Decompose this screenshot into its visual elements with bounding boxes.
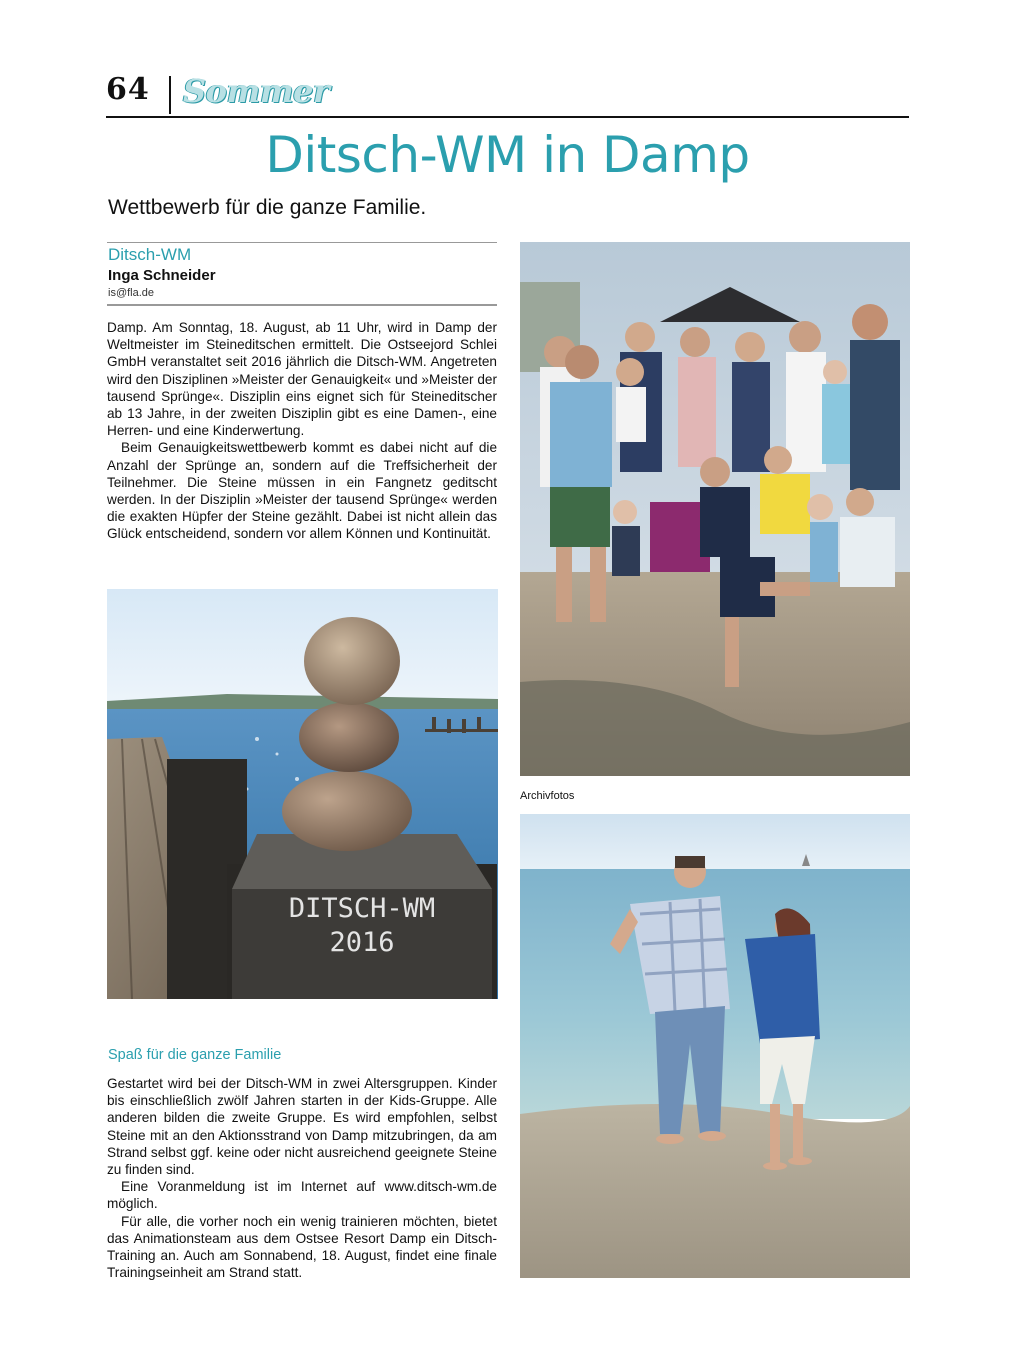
subheadline: Wettbewerb für die ganze Familie. [108,196,427,219]
page-number: 64 [106,72,150,107]
intro-text [107,319,497,543]
author-name: Inga Schneider [108,267,216,284]
author-email: is@fla.de [108,287,155,299]
body-text-2 [107,1075,497,1281]
section-name: Sommer [183,72,330,110]
plaque-line-1: DITSCH-WM [288,893,436,924]
meta-rule-top [107,242,497,243]
subhead-family: Spaß für die ganze Familie [108,1047,282,1063]
body-2-paragraph-2: Eine Voranmeldung ist im Internet auf www.ditsch-wm.de möglich. [107,1179,497,1212]
meta-rule-bottom [107,304,497,306]
photo-crowd-beach [520,242,910,776]
body-2-paragraph-3: Für alle, die vorher noch ein wenig trainieren möchten, bietet das Animationsteam aus dem Ostsee Resort Damp ein Ditsch-Training an. Auch am Sonnabend, 18. August, findet eine finale Trainingseinheit am Strand statt. [107,1213,497,1281]
intro-paragraph-1: Damp. Am Sonntag, 18. August, ab 11 Uhr, wird in Damp der Weltmeister im Steineditschen ermittelt. Die Ostseejord Schlei GmbH veranstaltet seit 2016 jährlich die Ditsch-WM. Angetreten wird den Disziplinen »Meister der Genauigkeit« und »Meister der tausend Sprünge«. Disziplin eins eignet sich für Steineditscher ab 13 Jahre, in der zweiten Disziplin gibt es eine Damen-, eine Herren- und eine Kinderwertung. [107,320,497,439]
plaque-line-2: 2016 [329,927,395,958]
topic-label: Ditsch-WM [108,245,192,264]
photo-stone-stack [107,589,498,999]
headline: Ditsch-WM in Damp [265,126,750,184]
header-rule [106,116,909,118]
photo-caption: Archivfotos [520,790,575,802]
header-divider [169,76,171,114]
body-2-paragraph-1: Gestartet wird bei der Ditsch-WM in zwei Altersgruppen. Kinder bis einschließlich zwölf Jahren starten in der Kids-Gruppe. Alle anderen bilden die zweite Gruppe. Es wird empfohlen, selbst Steine mit an den Aktionsstrand von Damp mitzubringen, da am Strand selbst ggf. keine oder nicht ausreichend geeignete Steine zu finden sind. [107,1076,497,1178]
photo-couple-shore [520,814,910,1278]
intro-paragraph-2: Beim Genauigkeitswettbewerb kommt es dabei nicht auf die Anzahl der Sprünge an, sondern auf die Treffsicherheit der Teilnehmer. Die Steine müssen in ein Fangnetz geditscht werden. In der Disziplin »Meister der tausend Sprünge« werden die exakten Hüpfer der Steine gezählt. Dabei ist nicht allein das Glück entscheidend, sondern vor allem Können und Kontinuität. [107,440,497,542]
